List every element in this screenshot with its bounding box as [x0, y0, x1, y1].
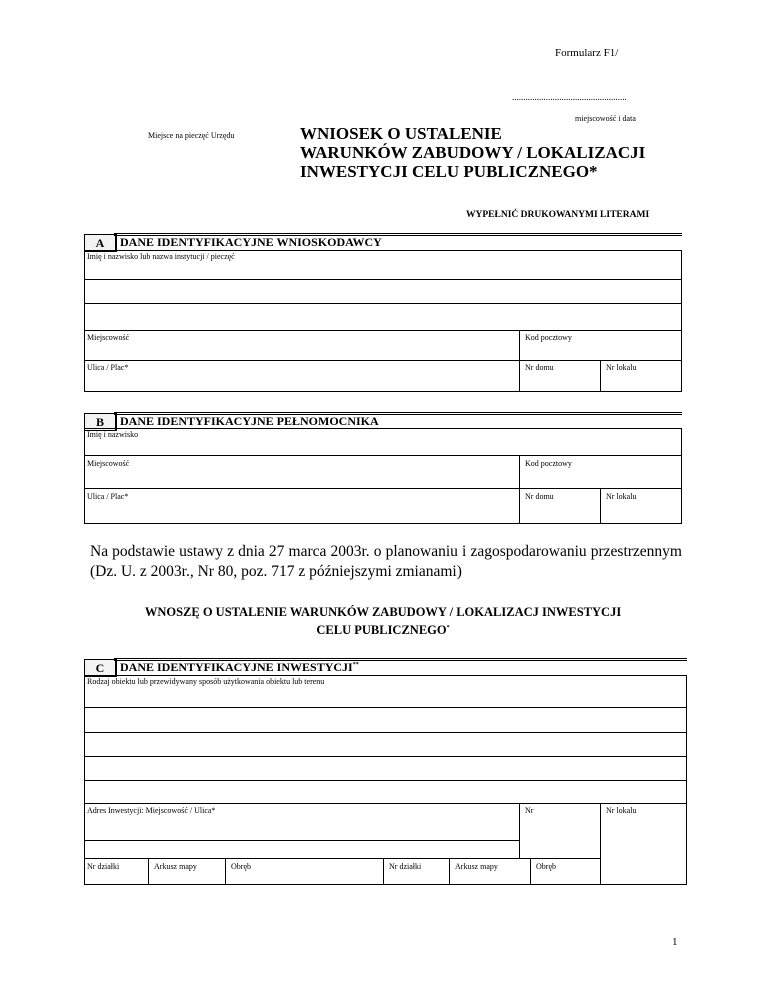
applicant-name-line [85, 303, 681, 304]
request-footnote-mark: * [446, 625, 450, 631]
investment-address-label: Adres Inwestycji: Miejscowość / Ulica* [87, 806, 216, 815]
section-c-box [84, 675, 687, 885]
applicant-apt-label: Nr lokalu [606, 363, 637, 372]
plot-divider [449, 858, 450, 884]
purpose-line [85, 732, 686, 733]
plot-divider [225, 858, 226, 884]
proxy-col-divider [519, 455, 520, 523]
applicant-apt-divider [600, 360, 601, 391]
place-date-line[interactable]: ................................................... [512, 92, 627, 102]
proxy-house-label: Nr domu [525, 492, 554, 501]
fill-instruction: WYPEŁNIĆ DRUKOWANYMI LITERAMI [466, 210, 650, 220]
form-title [300, 124, 645, 181]
section-a-title: DANE IDENTYFIKACYJNE WNIOSKODAWCY [120, 235, 382, 249]
investment-purpose-label: Rodzaj obiektu lub przewidywany sposób użytkowania obiektu lub terenu [87, 677, 325, 686]
investment-apt-label: Nr lokalu [606, 806, 637, 815]
title-line-3: INWESTYCJI CELU PUBLICZNEGO* [300, 162, 598, 181]
applicant-house-label: Nr domu [525, 363, 554, 372]
proxy-street-label: Ulica / Plac* [87, 492, 129, 501]
plot-row-line [85, 858, 600, 859]
stamp-placeholder-label: Miejsce na pieczęć Urzędu [148, 131, 235, 140]
applicant-name-line [85, 279, 681, 280]
precinct-label-1: Obręb [231, 862, 251, 871]
proxy-row-line [85, 455, 681, 456]
proxy-postal-label: Kod pocztowy [525, 459, 572, 468]
address-line [85, 840, 519, 841]
section-b-box [84, 428, 682, 524]
applicant-name-line [85, 330, 681, 331]
proxy-apt-label: Nr lokalu [606, 492, 637, 501]
investment-nr-label: Nr [525, 806, 534, 815]
section-a-letter: A [84, 234, 117, 252]
section-c-rule [114, 658, 687, 661]
title-line-1: WNIOSEK O USTALENIE [300, 124, 502, 143]
proxy-name-label: Imię i nazwisko [87, 430, 139, 439]
proxy-city-label: Miejscowość [87, 459, 130, 468]
section-c-letter: C [84, 659, 117, 677]
applicant-postal-label: Kod pocztowy [525, 333, 572, 342]
place-date-label: miejscowość i data [575, 114, 636, 123]
map-sheet-label-1: Arkusz mapy [154, 862, 197, 871]
plot-number-label-1: Nr działki [87, 862, 120, 871]
applicant-address-line [85, 360, 681, 361]
purpose-line [85, 707, 686, 708]
precinct-label-2: Obręb [536, 862, 556, 871]
section-a-box [84, 250, 682, 392]
form-id: Formularz F1/ [555, 47, 619, 59]
purpose-line [85, 780, 686, 781]
legal-basis-text: Na podstawie ustawy z dnia 27 marca 2003r. o planowaniu i zagospodarowaniu przestrzennym (Dz. U. z 2003r., Nr 80, poz. 717 z późniejszymi zmianami) [90, 543, 682, 580]
purpose-line [85, 803, 686, 804]
request-statement [84, 604, 682, 638]
applicant-name-label: Imię i nazwisko lub nazwa instytucji / pieczęć [87, 252, 235, 261]
applicant-street-label: Ulica / Plac* [87, 363, 129, 372]
request-line-2: CELU PUBLICZNEGO [316, 623, 447, 638]
purpose-line [85, 756, 686, 757]
section-b-rule [114, 412, 682, 415]
plot-number-label-2: Nr działki [389, 862, 422, 871]
address-nr-divider [519, 803, 520, 859]
request-line-1: WNOSZĘ O USTALENIE WARUNKÓW ZABUDOWY / LOKALIZACJ INWESTYCJI [144, 605, 622, 619]
section-c-title: DANE IDENTYFIKACYJNE INWESTYCJI [120, 660, 353, 674]
section-c-title-wrap [120, 660, 359, 675]
page-number: 1 [672, 936, 678, 948]
title-line-2: WARUNKÓW ZABUDOWY / LOKALIZACJI [300, 143, 646, 162]
address-apt-divider [600, 803, 601, 884]
proxy-apt-divider [600, 488, 601, 523]
plot-divider [530, 858, 531, 884]
applicant-city-label: Miejscowość [87, 333, 130, 342]
section-c-footnote-mark: ** [352, 662, 359, 668]
section-b-title: DANE IDENTYFIKACYJNE PEŁNOMOCNIKA [120, 414, 379, 428]
section-b-letter: B [84, 413, 117, 431]
section-a-rule [114, 233, 682, 236]
plot-divider [148, 858, 149, 884]
map-sheet-label-2: Arkusz mapy [455, 862, 498, 871]
proxy-row-line [85, 488, 681, 489]
plot-divider [383, 858, 384, 884]
